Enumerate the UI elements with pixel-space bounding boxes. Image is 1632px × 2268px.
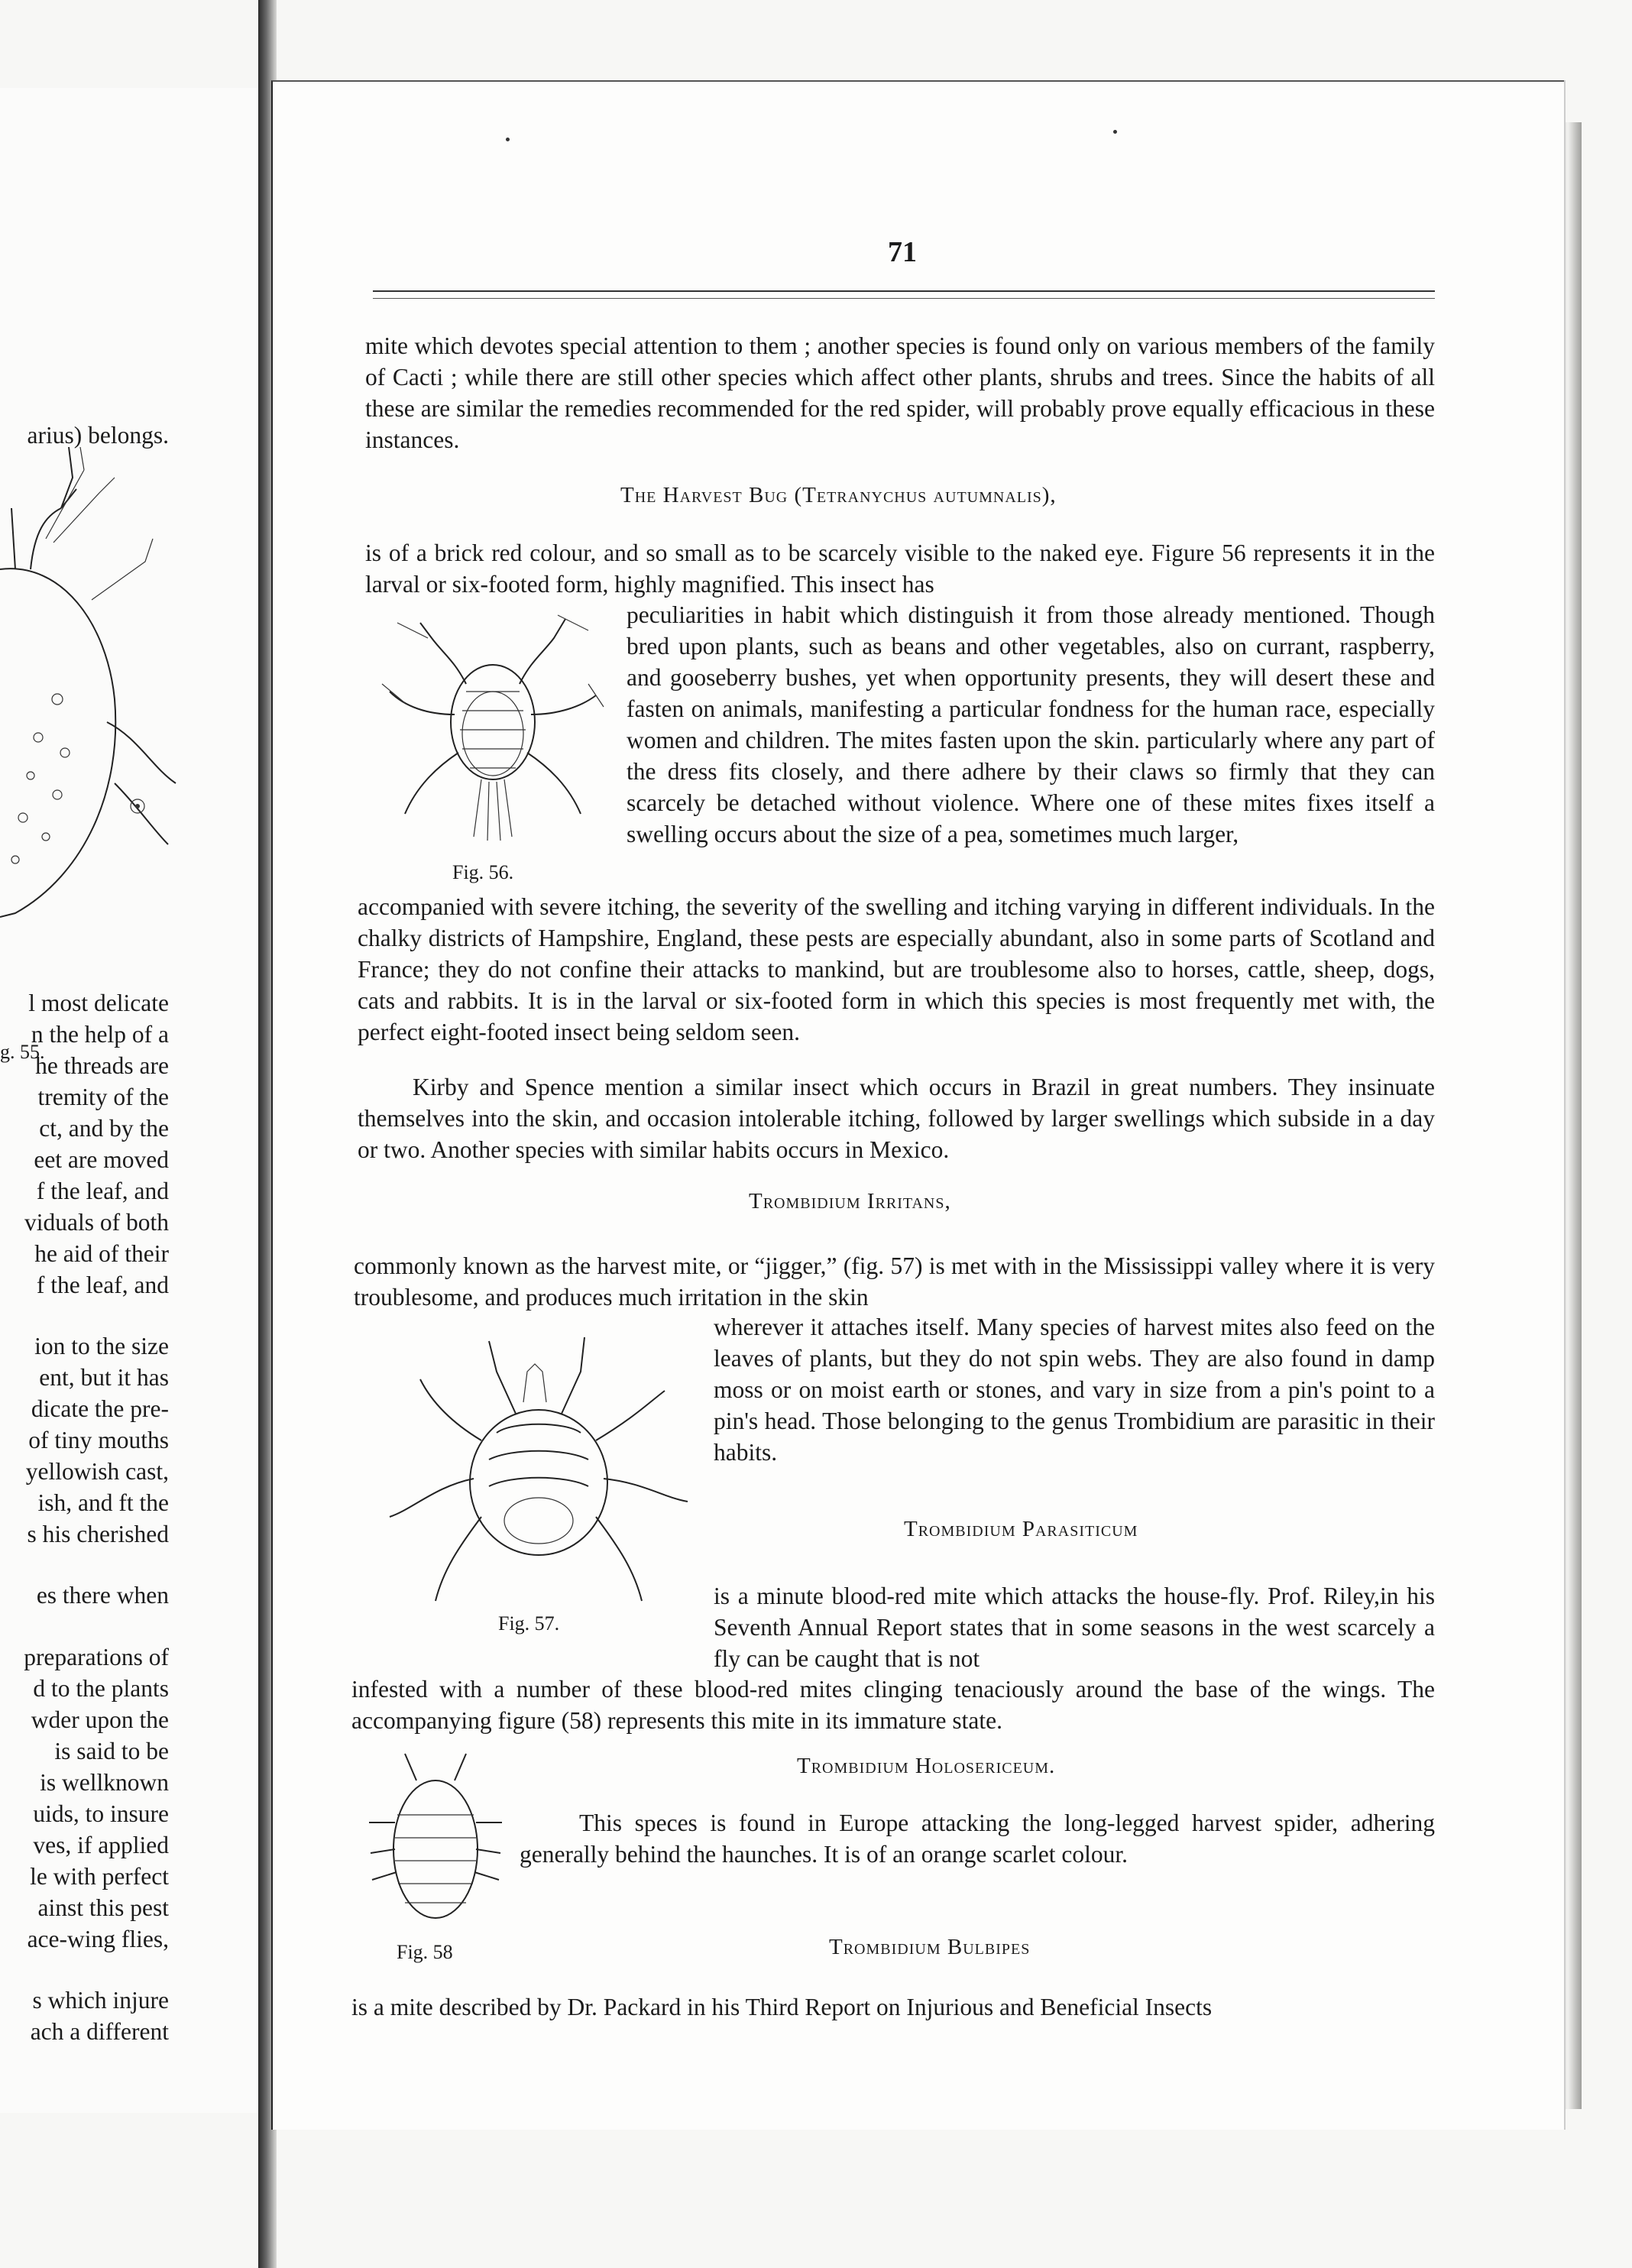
left-page-line: s which injure bbox=[32, 1987, 169, 2014]
figure-58-mite bbox=[363, 1746, 508, 1933]
left-page-line: tremity of the bbox=[37, 1084, 169, 1110]
left-page-line: eet are moved bbox=[34, 1146, 169, 1173]
figure-56-label: Fig. 56. bbox=[452, 861, 514, 883]
heading-trombidium-holosericeum: Trombidium Holosericeum. bbox=[797, 1754, 1056, 1778]
left-page-line: yellowish cast, bbox=[25, 1458, 169, 1485]
left-page-line: ion to the size bbox=[34, 1333, 169, 1359]
left-page-line: s his cherished bbox=[27, 1521, 169, 1547]
heading-trombidium-bulbipes: Trombidium Bulbipes bbox=[829, 1935, 1031, 1959]
heading-harvest-bug: The Harvest Bug (Tetranychus autumnalis), bbox=[620, 483, 1057, 507]
left-page-line: viduals of both bbox=[24, 1209, 169, 1236]
left-page-fragment: arius) belongs. bbox=[27, 422, 169, 449]
left-page-line: he aid of their bbox=[34, 1240, 169, 1267]
left-page bbox=[0, 88, 258, 2113]
left-page-line: f the leaf, and bbox=[36, 1178, 169, 1204]
left-page-line: ace-wing flies, bbox=[27, 1926, 169, 1952]
left-page-line: ish, and ft the bbox=[37, 1489, 169, 1516]
figure-57-mite bbox=[374, 1326, 695, 1609]
figure-58-label: Fig. 58 bbox=[397, 1941, 453, 1963]
paragraph-holosericeum: This speces is found in Europe attacking the long-legged harvest spider, adhering generally behind the haunches. It is of an orange scarlet colour. bbox=[520, 1810, 1435, 1868]
page-number: 71 bbox=[888, 236, 917, 268]
left-page-line: d to the plants bbox=[33, 1675, 169, 1702]
left-page-line: ach a different bbox=[30, 2018, 169, 2045]
paragraph-intro: mite which devotes special attention to them ; another species is found only on various members of the family of Cacti ; while there are still other species which affect other plants, shrubs and trees. Since the habits of all these are similar the remedies recommended for the red spider, will probably prove equally efficacious in these instances. bbox=[365, 332, 1435, 453]
left-page-line: ent, but it has bbox=[39, 1364, 169, 1391]
paragraph-kirby-spence: Kirby and Spence mention a similar insect which occurs in Brazil in great numbers. They insinuate themselves into the skin, and occasion intolerable itching, followed by larger swellings which subside in a day or two. Another species with similar habits occurs in Mexico. bbox=[358, 1074, 1435, 1163]
figure-57-label: Fig. 57. bbox=[498, 1612, 560, 1635]
left-page-line: ainst this pest bbox=[37, 1894, 169, 1921]
left-page-line: ct, and by the bbox=[39, 1115, 169, 1142]
left-page-line: preparations of bbox=[24, 1644, 169, 1670]
paragraph-harvest-1: is of a brick red colour, and so small as to be scarcely visible to the naked eye. Figure 56 represents it in the larval or six-footed form, highly magnified. This insect has bbox=[365, 539, 1435, 598]
left-page-line: n the help of a bbox=[31, 1021, 169, 1048]
paragraph-bulbipes: is a mite described by Dr. Packard in his Third Report on Injurious and Beneficial Insects bbox=[351, 1994, 1213, 2020]
left-page-line: wder upon the bbox=[31, 1706, 169, 1733]
left-page-line: le with perfect bbox=[30, 1863, 169, 1890]
header-rule bbox=[373, 290, 1435, 292]
paragraph-irritans-2: wherever it attaches itself. Many species of harvest mites also feed on the leaves of plants, but they do not spin webs. They are also found in damp moss or on moist earth or stones, and vary in size from a pin's point to a pin's head. Those belonging to the genus Trombidium are parasitic in their habits. bbox=[714, 1314, 1435, 1466]
heading-trombidium-irritans: Trombidium Irritans, bbox=[749, 1189, 951, 1213]
left-page-line: f the leaf, and bbox=[36, 1272, 169, 1298]
left-page-line: l most delicate bbox=[28, 990, 169, 1016]
figure-55-illustration bbox=[0, 447, 199, 1028]
paragraph-parasiticum-2: infested with a number of these blood-red mites clinging tenaciously around the base of the wings. The accompanying figure (58) represents this mite in its immature state. bbox=[351, 1676, 1435, 1734]
paragraph-harvest-2: peculiarities in habit which distinguish it from those already mentioned. Though bred upon plants, such as beans and other vegetables, also on currant, raspberry, and gooseberry bushes, yet when opportunity presents, they will desert these and fasten on animals, manifesting a particular fondness for the human race, especially women and children. The mites fasten upon the skin. particularly where any part of the dress fits closely, and there adhere by their claws so firmly that they can scarcely be detached without violence. Where one of these mites fixes itself a swelling occurs about the size of a pea, sometimes much larger, bbox=[627, 601, 1435, 847]
header-rule-thin bbox=[373, 298, 1435, 299]
left-page-line: es there when bbox=[36, 1582, 169, 1609]
left-page-line: he threads are bbox=[35, 1052, 169, 1079]
paragraph-parasiticum-1: is a minute blood-red mite which attacks the house-fly. Prof. Riley,in his Seventh Annual Report states that in some seasons in the west scarcely a fly can be caught that is not bbox=[714, 1583, 1435, 1672]
paragraph-irritans-1: commonly known as the harvest mite, or “jigger,” (fig. 57) is met with in the Mississippi valley where it is very troublesome, and produces much irritation in the skin bbox=[354, 1252, 1435, 1311]
left-page-line: is wellknown bbox=[40, 1769, 169, 1796]
figure-56-mite bbox=[374, 608, 611, 852]
left-page-line: ves, if applied bbox=[33, 1832, 169, 1858]
left-page-line: of tiny mouths bbox=[28, 1427, 169, 1453]
left-page-line: uids, to insure bbox=[33, 1800, 169, 1827]
left-page-line: dicate the pre- bbox=[31, 1395, 169, 1422]
left-page-line: is said to be bbox=[54, 1738, 169, 1764]
speck bbox=[1113, 130, 1117, 134]
speck bbox=[506, 138, 510, 141]
paragraph-harvest-3: accompanied with severe itching, the severity of the swelling and itching varying in different individuals. In the chalky districts of Hampshire, England, these pests are especially abundant, also in some parts of Scotland and France; they do not confine their attacks to mankind, but are troublesome also to horses, cattle, sheep, dogs, cats and rabbits. It is in the larval or six-footed form in which this species is most frequently met with, the perfect eight-footed insect being seldom seen. bbox=[358, 893, 1435, 1045]
figure-55-label: g. 55. bbox=[0, 1041, 45, 1063]
heading-trombidium-parasiticum: Trombidium Parasiticum bbox=[904, 1517, 1138, 1541]
